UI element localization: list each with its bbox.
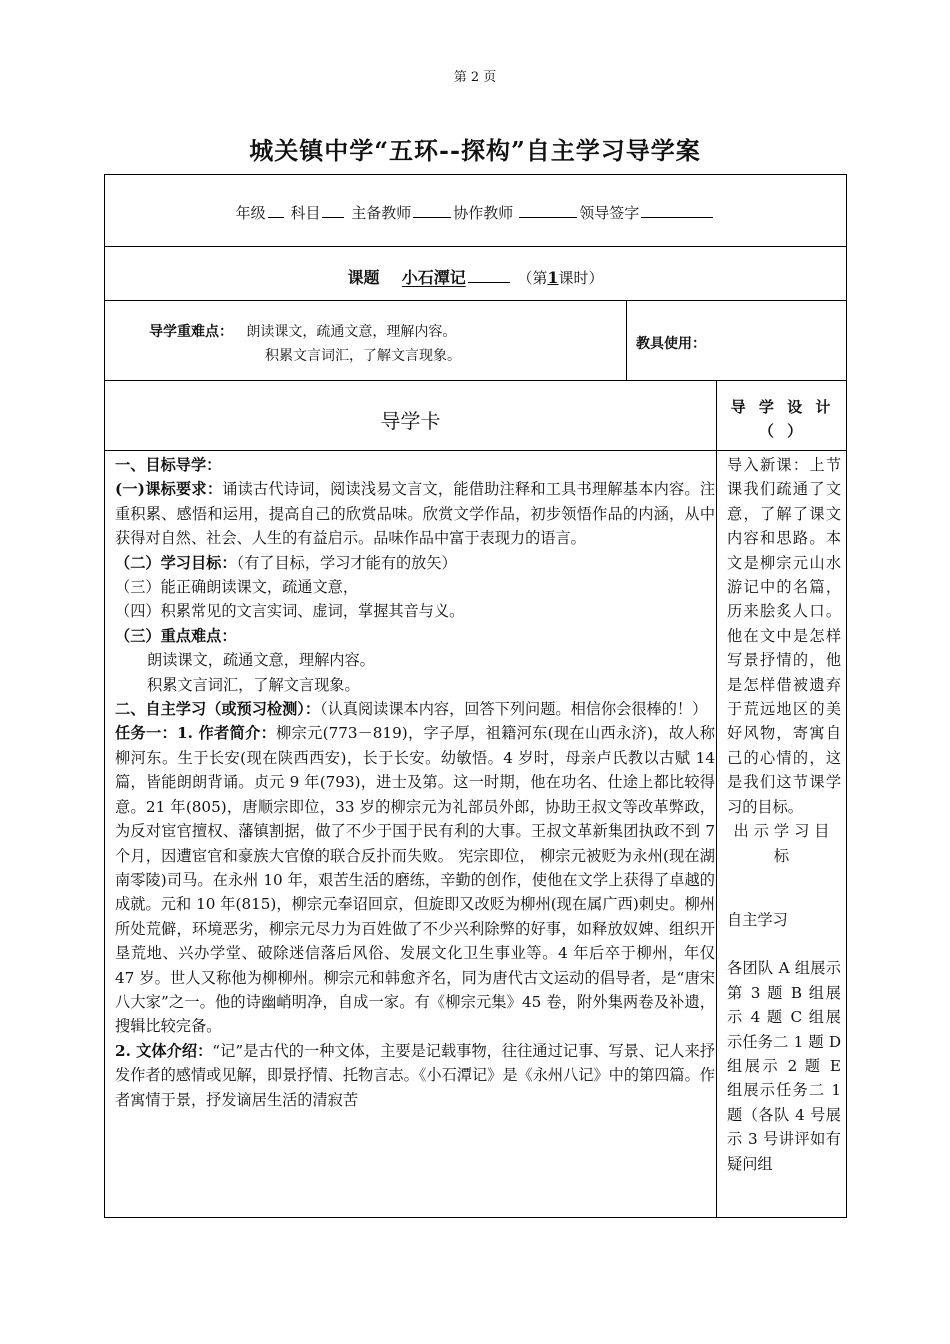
key-points-line1 [149, 321, 456, 341]
main-teacher-label: 主备教师 [351, 204, 412, 222]
assist-teacher-blank [519, 203, 577, 218]
genre-paragraph [115, 1039, 715, 1112]
design-title: 导 学 设 计（ ） [730, 398, 835, 440]
learning-goals-label: （二）学习目标： [115, 553, 237, 572]
session-close: 课时） [558, 269, 604, 287]
subject-label: 科目 [290, 204, 321, 222]
genre-text: “记”是古代的一种文体，主要是记载事物，往往通过记事、写景、记人来抒发作者的感情或见解，即景抒情、托物言志。《小石潭记》是《永州八记》中的第四篇。作者寓情于景，抒发谪居生活的清寂苦 [115, 1041, 715, 1109]
standard-paragraph [115, 477, 715, 550]
meta-line [105, 202, 846, 223]
goal-4: （四）积累常见的文言实词、虚词，掌握其音与义。 [115, 602, 465, 621]
column-divider [716, 381, 717, 1218]
card-header-row [105, 381, 846, 451]
key-point-1: 朗读课文，疏通文意，理解内容。 [246, 324, 457, 340]
card-title: 导学卡 [380, 409, 441, 433]
key-point-2: 积累文言词汇，了解文言现象。 [265, 348, 461, 364]
grade-blank [268, 203, 284, 218]
lesson-line [105, 265, 846, 288]
standard-text: 诵读古代诗词，阅读浅易文言文，能借助注释和工具书理解基本内容。注重积累、感悟和运用，提高自己的欣赏品味。欣赏文学作品，初步领悟作品的内涵，从中获得对自然、社会、人生的有益启示。品味作品中富于表现力的语言。 [115, 480, 716, 548]
meta-row [105, 175, 846, 247]
self-study-label: 二、自主学习（或预习检测）： [115, 700, 321, 719]
subject-blank [322, 203, 344, 218]
difficulty-2: 积累文言词汇，了解文言现象。 [147, 675, 360, 694]
tools-label: 教具使用： [636, 336, 706, 352]
side-self-study: 自主学习 [727, 910, 788, 929]
divider [626, 301, 627, 381]
learning-goals-paragraph [115, 551, 715, 575]
goals-heading: 一、目标导学： [115, 456, 222, 474]
self-study-text: （认真阅读课本内容，回答下列问题。相信你会很棒的！） [320, 700, 708, 719]
task1-label: 任务一：1. 作者简介： [115, 724, 277, 743]
difficulty-label: （三）重点难点： [115, 626, 237, 645]
key-points-label: 导学重难点： [149, 324, 233, 340]
lesson-plan-table [104, 174, 847, 1218]
leader-sign-label: 领导签字 [579, 204, 640, 222]
goal-3: （三）能正确朗读课文，疏通文意， [115, 578, 358, 597]
standard-label: (一)课标要求： [115, 480, 223, 499]
side-column [727, 453, 841, 1176]
main-teacher-blank [413, 203, 451, 218]
main-column [115, 453, 715, 1112]
lesson-name-blank [468, 268, 510, 283]
author-paragraph [115, 721, 715, 1038]
side-show-goals: 出示学习目标 [733, 822, 835, 865]
leader-sign-blank [641, 203, 713, 218]
grade-label: 年级 [235, 204, 266, 222]
side-intro: 导入新课：上节课我们疏通了文意，了解了课文内容和思路。本文是柳宗元山水游记中的名篇，历来脍炙人口。他在文中是怎样写景抒情的，他是怎样借被遗弃于荒远地区的美好风物，寄寓自己的心情的，这是我们这节课学习的目标。 [727, 456, 841, 816]
page-number: 第 2 页 [453, 70, 497, 85]
key-points-row [105, 301, 846, 381]
self-study-paragraph [115, 697, 715, 721]
learning-goals-note: （有了目标，学习才能有的放矢） [236, 553, 457, 572]
lesson-row [105, 247, 846, 301]
side-groups: 各团队 A 组展示第 3 题 B 组展示 4 题 C 组展示任务二 1 题 D 组展示 2 题 E 组展示任务二 1 题（各队 4 号展示 3 号讲评如有疑问组 [727, 959, 841, 1173]
author-text: 柳宗元(773－819)，字子厚，祖籍河东(现在山西永济)，故人称柳河东。生于长安(现在陕西西安)，长于长安。幼敏悟。4 岁时，母亲卢氏教以古赋 14 篇，皆能朗朗背诵。贞元 9 年(793)，进士及第。这一时期，他在功名、仕途上都比较得意。21 年(805)，唐顺宗即位，33 岁的柳宗元为礼部员外郎，协助王叔文等改革弊政，为反对宦官擅权、藩镇割据，做了不少于国于民有利的大事。王叔文革新集团执政不到 7 个月，因遭宦官和豪族大官僚的联合反扑而失败。 宪宗即位， 柳宗元被贬为永州(现在湖南零陵)司马。在永州 10 年，艰苦生活的磨练，辛勤的创作，使他在文学上获得了卓越的成就。元和 10 年(815)，柳宗元奉诏回京，但旋即又改贬为柳州(现在属广西)刺史。柳州所处荒僻，环境恶劣，柳宗元尽力为百姓做了不少兴利除弊的好事，如释放奴婢、组织开垦荒地、兴办学堂、破除迷信落后风俗、发展文化卫生事业等。4 年后卒于柳州，年仅 47 岁。世人又称他为柳柳州。柳宗元和韩愈齐名，同为唐代古文运动的倡导者，是“唐宋八大家”之一。他的诗幽峭明净，自成一家。有《柳宗元集》45 卷，附外集两卷及补遗，搜辑比较完备。 [115, 724, 715, 1036]
difficulty-1: 朗读课文，疏通文意，理解内容。 [147, 651, 375, 670]
assist-teacher-label: 协作教师 [453, 204, 514, 222]
page-title: 城关镇中学“五环--探构”自主学习导学案 [249, 136, 701, 165]
session-number: 1 [547, 268, 559, 287]
genre-label: 2. 文体介绍： [115, 1041, 213, 1060]
session-open: （第 [517, 269, 548, 287]
lesson-prefix: 课题 [347, 268, 380, 287]
lesson-name: 小石潭记 [401, 268, 466, 287]
